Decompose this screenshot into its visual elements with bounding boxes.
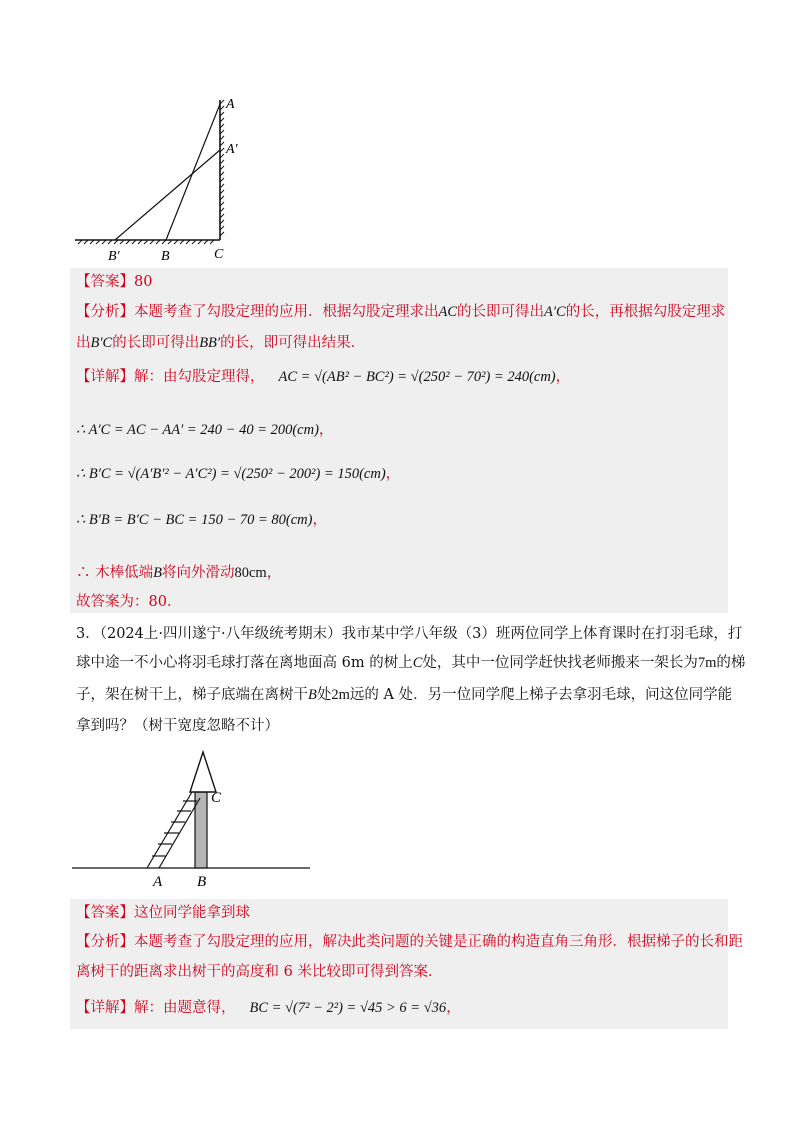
question-3-line-4: 拿到吗？（树干宽度忽略不计） bbox=[76, 718, 279, 734]
label-A: A bbox=[153, 874, 163, 888]
answer-line-2 bbox=[76, 903, 250, 923]
equation-line-2: ∴ A′C = AC − AA′ = 240 − 40 = 200(cm)， bbox=[76, 422, 334, 438]
detail-tag: 【详解】 bbox=[76, 369, 134, 385]
equation-3: ∴ B′C = √(A′B′² − A′C²) = √(250² − 200²) = 150(cm) bbox=[76, 466, 386, 482]
analysis-tag: 【分析】 bbox=[76, 304, 134, 320]
answer-tag: 【答案】 bbox=[76, 274, 134, 290]
equation-1: AC = √(AB² − BC²) = √(250² − 70²) = 240(cm) bbox=[278, 369, 556, 385]
equation-2: ∴ A′C = AC − AA′ = 240 − 40 = 200(cm) bbox=[76, 422, 319, 438]
label-B: B bbox=[161, 249, 170, 264]
question-3-line-2: 球中途一不小心将羽毛球打落在离地面高 6m 的树上C处，其中一位同学赶快找老师搬来一架长为7m的梯 bbox=[76, 655, 746, 671]
figure-sliding-stick bbox=[70, 90, 250, 265]
detail-line-b1: 【详解】解：由题意得， BC = √(7² − 2²) = √45 > 6 = √36， bbox=[76, 1000, 461, 1016]
label-C: C bbox=[214, 247, 224, 262]
figure-ladder-tree bbox=[70, 748, 320, 888]
detail-line-1: 【详解】解：由勾股定理得， AC = √(AB² − BC²) = √(250² − 70²) = 240(cm)， bbox=[76, 369, 571, 385]
question-3-line-1: 3．（2024上·四川遂宁·八年级统考期末）我市某中学八年级（3）班两位同学上体育课时在打羽毛球，打 bbox=[76, 626, 743, 642]
equation-4: ∴ B′B = B′C − BC = 150 − 70 = 80(cm) bbox=[76, 512, 313, 528]
equation-b1: BC = √(7² − 2²) = √45 > 6 = √36 bbox=[249, 1000, 447, 1016]
label-B: B bbox=[197, 874, 207, 888]
analysis-line-1: 【分析】本题考查了勾股定理的应用．根据勾股定理求出AC的长即可得出A′C的长，再根据勾股定理求 bbox=[76, 304, 726, 320]
answer-line-1 bbox=[76, 272, 152, 292]
final-answer-line: 故答案为：80． bbox=[76, 594, 182, 610]
equation-line-4: ∴ B′B = B′C − BC = 150 − 70 = 80(cm)， bbox=[76, 512, 327, 528]
answer-value: 80 bbox=[134, 274, 153, 290]
analysis-line-b2: 离树干的距离求出树干的高度和 6 米比较即可得到答案． bbox=[76, 964, 443, 980]
equation-line-3: ∴ B′C = √(A′B′² − A′C²) = √(250² − 200²) = 150(cm)， bbox=[76, 466, 401, 482]
label-C: C bbox=[211, 790, 222, 806]
question-3-line-3: 子，架在树干上，梯子底端在离树干B处2m远的 A 处．另一位同学爬上梯子去拿羽毛球，问这位同学能 bbox=[76, 687, 733, 703]
answer-text: 这位同学能拿到球 bbox=[134, 905, 250, 921]
conclusion-line: ∴ 木棒低端B将向外滑动80cm， bbox=[76, 565, 282, 581]
analysis-tag: 【分析】 bbox=[76, 934, 134, 950]
analysis-line-2: 出B′C的长即可得出BB′的长，即可得出结果． bbox=[76, 335, 366, 351]
label-A-prime: A′ bbox=[226, 142, 238, 157]
answer-tag: 【答案】 bbox=[76, 905, 134, 921]
label-A: A bbox=[226, 97, 235, 112]
label-B-prime: B′ bbox=[108, 249, 120, 264]
analysis-line-b1: 【分析】本题考查了勾股定理的应用，解决此类问题的关键是正确的构造直角三角形．根据梯子的长和距 bbox=[76, 934, 743, 950]
detail-tag: 【详解】 bbox=[76, 1000, 134, 1016]
